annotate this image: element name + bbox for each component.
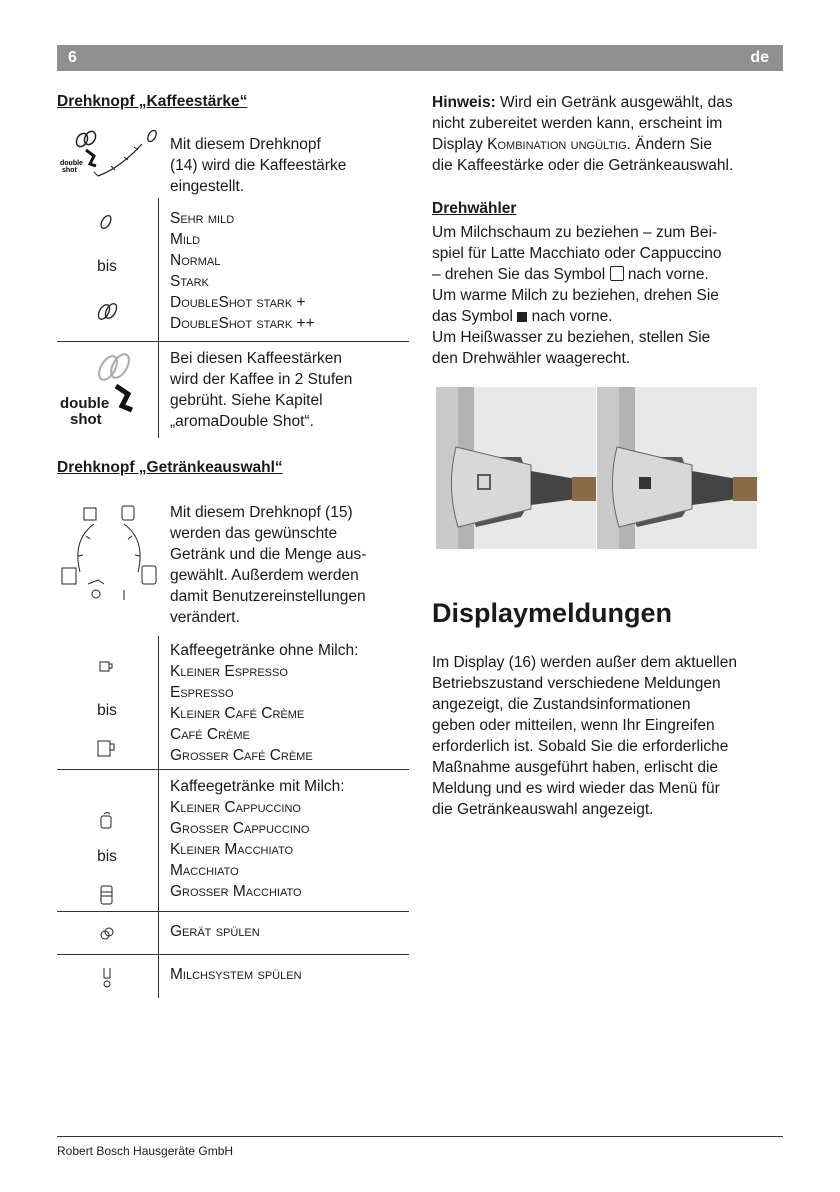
single-bean-icon [98, 212, 114, 232]
milk-foam-cup-icon [610, 266, 624, 281]
footer-rule [57, 1136, 783, 1137]
language-code: de [750, 49, 769, 66]
milk-block: Kaffeegetränke mit Milch: Kleiner Cappuccino Grosser Cappuccino Kleiner Macchiato Macchiato Grosser Macchiato [170, 778, 345, 900]
double-bean-icon [94, 300, 120, 324]
footer-company: Robert Bosch Hausgeräte GmbH [57, 1144, 234, 1158]
dial-photo-milk [597, 387, 757, 549]
cappuccino-cup-icon [98, 810, 116, 832]
drink-dial-icon [58, 500, 162, 606]
strength-list: Sehr mild Mild Normal Stark DoubleShot stark + DoubleShot stark ++ [170, 210, 315, 332]
dial-section-title: Drehwähler [432, 200, 517, 217]
table-divider [158, 198, 159, 438]
no-milk-block: Kaffeegetränke ohne Milch: Kleiner Espresso Espresso Kleiner Café Crème Café Crème Grosser Café Crème [170, 642, 359, 764]
display-messages-title: Displaymeldungen [432, 598, 673, 628]
strength-dial-icon [60, 128, 164, 186]
drink-intro: Mit diesem Drehknopf (15) werden das gewünschte Getränk und die Menge aus- gewählt. Außerdem werden damit Benutzereinstellungen verändert. [170, 504, 367, 626]
rinse-drops-icon [98, 924, 116, 942]
row-divider-4 [57, 954, 409, 955]
strength-intro: Mit diesem Drehknopf (14) wird die Kaffeestärke eingestellt. [170, 136, 347, 195]
section-title-strength: Drehknopf „Kaffeestärke“ [57, 93, 248, 110]
dial-shot-label: shot [62, 167, 77, 174]
row-divider-2 [57, 769, 409, 770]
warm-milk-cup-icon [517, 312, 527, 322]
strength-between: bis [97, 258, 117, 275]
note-paragraph: Hinweis: Wird ein Getränk ausgewählt, das nicht zubereitet werden kann, erscheint im Display Kombination ungültig. Ändern Sie die Kaffeestärke oder die Getränkeauswahl. [432, 94, 734, 174]
dial-double-label: double [60, 160, 83, 167]
milk-rinse-label: Milchsystem spülen [170, 966, 302, 983]
large-cup-icon [96, 738, 116, 760]
dial-photo-foam [436, 387, 596, 549]
display-paragraph: Im Display (16) werden außer dem aktuellen Betriebszustand verschiedene Meldungen angezeigt, die Zustandsinformationen geben oder mitteilen, wenn Ihr Eingreifen erforderlich ist. Sobald Sie die erforderliche Maßnahme ausgeführt haben, erlischt die Meldung und es wird wieder das Menü für die Getränkeauswahl angezeigt. [432, 654, 737, 818]
page-header-bar [57, 45, 783, 71]
double-label: double shot [60, 395, 110, 428]
page-number: 6 [68, 49, 77, 66]
dial-paragraph: Um Milchschaum zu beziehen – zum Bei- spiel für Latte Macchiato oder Cappuccino – drehen Sie das Symbol nach vorne. Um warme Milch zu beziehen, drehen Sie das Symbol nach vorne. Um Heißwasser zu beziehen, stellen Sie den Drehwähler waagerecht. [432, 224, 722, 367]
double-shot-text: Bei diesen Kaffeestärken wird der Kaffee in 2 Stufen gebrüht. Siehe Kapitel „aromaDouble Shot“. [170, 350, 353, 430]
section-title-drink: Drehknopf „Getränkeauswahl“ [57, 459, 283, 476]
no-milk-between: bis [97, 702, 117, 719]
milk-system-icon [100, 966, 114, 990]
milk-between: bis [97, 848, 117, 865]
rinse-label: Gerät spülen [170, 923, 260, 940]
small-cup-icon [98, 658, 114, 674]
row-divider-3 [57, 911, 409, 912]
macchiato-glass-icon [98, 882, 116, 906]
row-divider [57, 341, 409, 342]
table-divider-2 [158, 636, 159, 998]
